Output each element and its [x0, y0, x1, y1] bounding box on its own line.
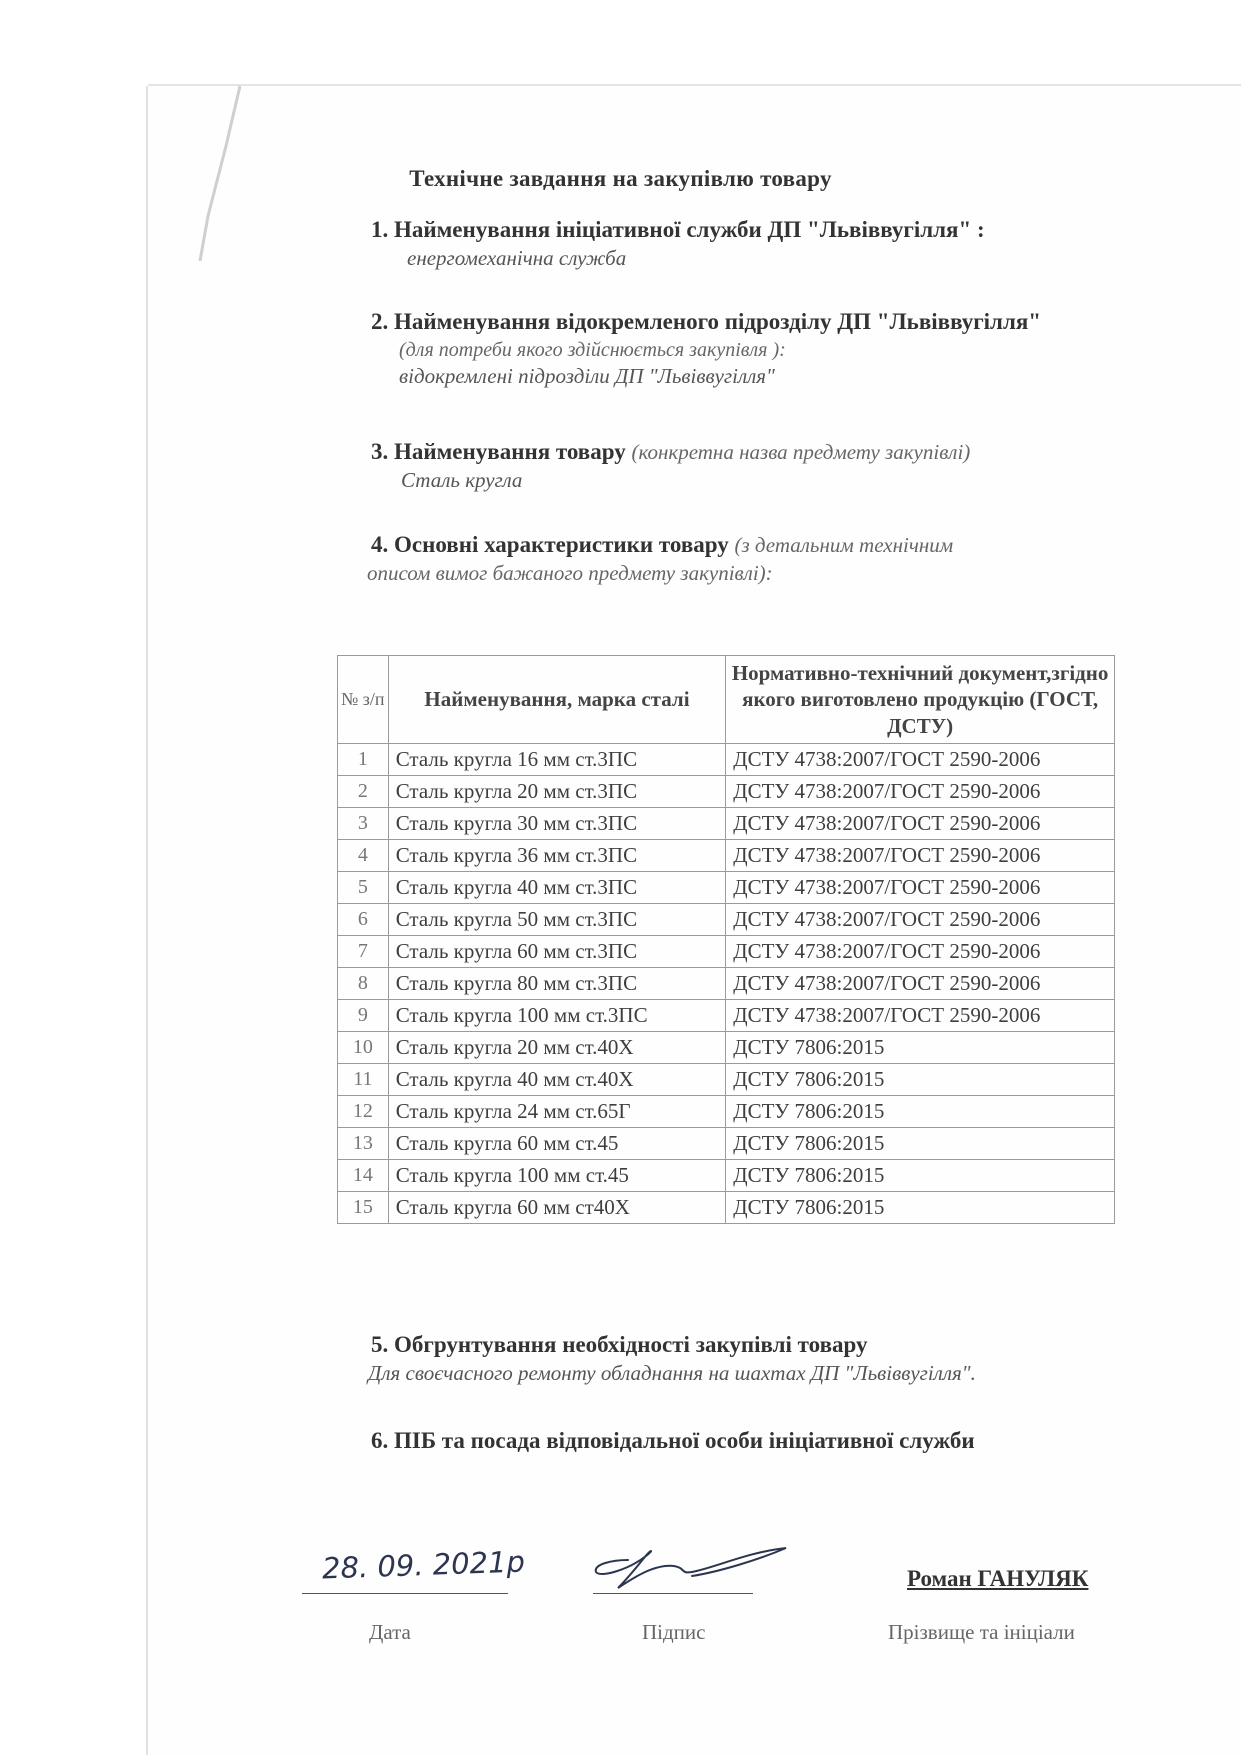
- row-item-name: Сталь кругла 60 мм ст.45: [388, 1127, 726, 1159]
- section-number: 2.: [371, 309, 389, 334]
- table-row: [338, 967, 1115, 999]
- section-heading: Основні характеристики товару: [394, 532, 729, 557]
- table-row: [338, 1127, 1115, 1159]
- table-row: [338, 871, 1115, 903]
- handwritten-date: 28. 09. 2021р: [321, 1544, 526, 1586]
- row-standard: ДСТУ 7806:2015: [726, 1127, 1115, 1159]
- row-standard: ДСТУ 7806:2015: [726, 1063, 1115, 1095]
- row-item-name: Сталь кругла 40 мм ст.3ПС: [388, 871, 726, 903]
- table-row: [338, 1095, 1115, 1127]
- row-item-name: Сталь кругла 100 мм ст.45: [388, 1159, 726, 1191]
- row-item-name: Сталь кругла 20 мм ст.3ПС: [388, 775, 726, 807]
- row-number: 11: [338, 1063, 389, 1095]
- specification-table: [337, 655, 1115, 1224]
- row-number: 4: [338, 839, 389, 871]
- row-item-name: Сталь кругла 36 мм ст.3ПС: [388, 839, 726, 871]
- section-heading: Найменування товару: [394, 439, 626, 464]
- date-underline: [302, 1593, 508, 1594]
- row-number: 10: [338, 1031, 389, 1063]
- row-number: 13: [338, 1127, 389, 1159]
- table-row: [338, 839, 1115, 871]
- row-standard: ДСТУ 7806:2015: [726, 1159, 1115, 1191]
- row-number: 8: [338, 967, 389, 999]
- table-row: [338, 1191, 1115, 1223]
- row-standard: ДСТУ 7806:2015: [726, 1095, 1115, 1127]
- row-number: 3: [338, 807, 389, 839]
- section-number: 3.: [371, 439, 389, 464]
- section-number: 4.: [371, 532, 389, 557]
- section-number: 5.: [371, 1332, 389, 1357]
- section-value: Сталь кругла: [401, 467, 523, 492]
- row-standard: ДСТУ 7806:2015: [726, 1031, 1115, 1063]
- section-4: [367, 530, 954, 587]
- table-row: [338, 999, 1115, 1031]
- table-row: [338, 1031, 1115, 1063]
- table-row: [338, 1063, 1115, 1095]
- section-hint-continued: описом вимог бажаного предмету закупівлі):: [367, 560, 773, 585]
- section-5: [368, 1330, 976, 1387]
- row-number: 6: [338, 903, 389, 935]
- row-standard: ДСТУ 4738:2007/ГОСТ 2590-2006: [726, 775, 1115, 807]
- row-item-name: Сталь кругла 60 мм ст40Х: [388, 1191, 726, 1223]
- row-standard: ДСТУ 4738:2007/ГОСТ 2590-2006: [726, 807, 1115, 839]
- page-edge-top: [148, 84, 1241, 86]
- row-standard: ДСТУ 4738:2007/ГОСТ 2590-2006: [726, 743, 1115, 775]
- table-row: [338, 1159, 1115, 1191]
- column-header-name: Найменування, марка сталі: [388, 656, 726, 744]
- row-number: 2: [338, 775, 389, 807]
- handwritten-signature: [588, 1538, 788, 1598]
- section-hint: (з детальним технічним: [734, 533, 954, 557]
- table-row: [338, 935, 1115, 967]
- row-standard: ДСТУ 4738:2007/ГОСТ 2590-2006: [726, 967, 1115, 999]
- row-number: 5: [338, 871, 389, 903]
- section-hint: (конкретна назва предмету закупівлі): [631, 440, 971, 464]
- row-number: 7: [338, 935, 389, 967]
- table-row: [338, 743, 1115, 775]
- column-header-standard: Нормативно-технічний документ,згідно якого виготовлено продукцію (ГОСТ, ДСТУ): [726, 656, 1115, 744]
- row-item-name: Сталь кругла 50 мм ст.3ПС: [388, 903, 726, 935]
- section-heading: Обгрунтування необхідності закупівлі товару: [394, 1332, 868, 1357]
- section-1: [371, 215, 985, 272]
- row-item-name: Сталь кругла 16 мм ст.3ПС: [388, 743, 726, 775]
- row-item-name: Сталь кругла 20 мм ст.40Х: [388, 1031, 726, 1063]
- row-item-name: Сталь кругла 80 мм ст.3ПС: [388, 967, 726, 999]
- caption-signature: Підпис: [642, 1620, 706, 1644]
- table-row: [338, 807, 1115, 839]
- section-value: відокремлені підрозділи ДП "Львіввугілля": [399, 363, 775, 388]
- row-item-name: Сталь кругла 40 мм ст.40Х: [388, 1063, 726, 1095]
- row-item-name: Сталь кругла 24 мм ст.65Г: [388, 1095, 726, 1127]
- row-number: 1: [338, 743, 389, 775]
- section-number: 6.: [371, 1428, 389, 1453]
- section-heading: Найменування ініціативної служби ДП "Львіввугілля" :: [394, 217, 985, 242]
- signature-underline: [593, 1593, 753, 1594]
- table-row: [338, 775, 1115, 807]
- section-2: [371, 307, 1041, 390]
- row-standard: ДСТУ 4738:2007/ГОСТ 2590-2006: [726, 871, 1115, 903]
- section-3: [371, 437, 970, 494]
- row-standard: ДСТУ 4738:2007/ГОСТ 2590-2006: [726, 935, 1115, 967]
- section-value: енергомеханічна служба: [407, 245, 627, 270]
- caption-name: Прізвище та ініціали: [888, 1620, 1075, 1644]
- document-title: Технічне завдання на закупівлю товару: [409, 166, 832, 191]
- section-6: [371, 1426, 975, 1456]
- row-item-name: Сталь кругла 30 мм ст.3ПС: [388, 807, 726, 839]
- signatory-name: Роман ГАНУЛЯК: [907, 1566, 1089, 1591]
- table-header-row: [338, 656, 1115, 744]
- row-item-name: Сталь кругла 100 мм ст.3ПС: [388, 999, 726, 1031]
- row-number: 14: [338, 1159, 389, 1191]
- table-row: [338, 903, 1115, 935]
- row-standard: ДСТУ 4738:2007/ГОСТ 2590-2006: [726, 903, 1115, 935]
- row-standard: ДСТУ 7806:2015: [726, 1191, 1115, 1223]
- row-standard: ДСТУ 4738:2007/ГОСТ 2590-2006: [726, 839, 1115, 871]
- section-hint: (для потреби якого здійснюється закупівля ):: [399, 338, 786, 361]
- row-number: 12: [338, 1095, 389, 1127]
- row-number: 9: [338, 999, 389, 1031]
- row-item-name: Сталь кругла 60 мм ст.3ПС: [388, 935, 726, 967]
- section-heading: ПІБ та посада відповідальної особи ініціативної служби: [394, 1428, 975, 1453]
- section-number: 1.: [371, 217, 389, 242]
- section-value: Для своєчасного ремонту обладнання на шахтах ДП "Львіввугілля".: [368, 1360, 976, 1385]
- section-heading: Найменування відокремленого підрозділу ДП "Львіввугілля": [394, 309, 1042, 334]
- page-edge-left: [146, 86, 148, 1755]
- row-standard: ДСТУ 4738:2007/ГОСТ 2590-2006: [726, 999, 1115, 1031]
- column-header-number: № з/п: [338, 656, 389, 744]
- caption-date: Дата: [369, 1620, 411, 1644]
- row-number: 15: [338, 1191, 389, 1223]
